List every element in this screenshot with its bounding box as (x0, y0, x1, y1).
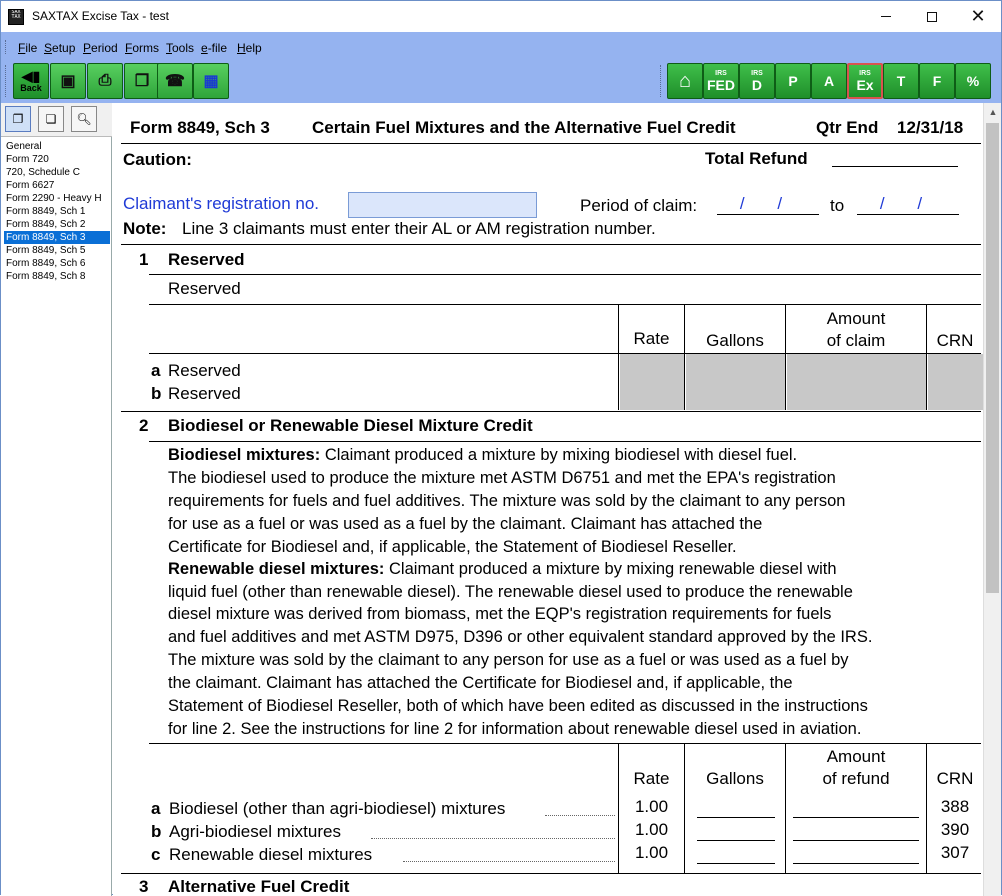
line1-rate-cell (620, 354, 684, 410)
line1a-label: Reserved (168, 361, 241, 380)
title-bar (1, 1, 1001, 32)
line2a-amount-input[interactable] (793, 797, 919, 818)
toolbar-grip (5, 65, 8, 97)
line2b-letter: b (151, 822, 162, 841)
copy-icon: ❏ (45, 112, 57, 126)
line1-gallons-cell (686, 354, 785, 410)
line1-divider (149, 274, 981, 275)
line2-para1-text-1: Claimant produced a mixture by mixing biodiesel with diesel fuel. (324, 446, 798, 464)
preview-icon: 🔍︎ (76, 112, 92, 126)
line1-number: 1 (139, 250, 149, 269)
minimize-button[interactable] (863, 1, 909, 32)
menu-help-label: elp (245, 41, 262, 55)
fax-button[interactable] (157, 63, 193, 99)
line2-para2-line5: The mixture was sold by the claimant to any person for use as a fuel or was used as a fuel by (168, 651, 849, 669)
menu-tools-label: ools (172, 41, 195, 55)
calculator-button[interactable] (193, 63, 229, 99)
save-button[interactable] (50, 63, 86, 99)
line2-col-amount-2: of refund (822, 769, 890, 788)
menu-forms[interactable] (125, 41, 159, 55)
minimize-icon (881, 16, 891, 17)
line2-col-gallons: Gallons (706, 769, 764, 788)
irs-fed-button[interactable] (703, 63, 739, 99)
claimant-reg-input[interactable] (348, 192, 537, 218)
menu-forms-accel: F (125, 41, 133, 55)
line3-number: 3 (139, 877, 149, 896)
line1b-letter: b (151, 384, 162, 403)
fax-icon: ☎ (165, 73, 185, 90)
t-button[interactable] (883, 63, 919, 99)
a-label: A (823, 73, 835, 89)
line2b-amount-input[interactable] (793, 820, 919, 841)
sidebar-item-8849-sch-8[interactable]: Form 8849, Sch 8 (6, 271, 86, 282)
home-button[interactable] (667, 63, 703, 99)
menu-efile[interactable] (201, 41, 227, 55)
app-logo-icon: SAX TAX (8, 9, 24, 25)
p-label: P (788, 73, 798, 89)
irs-d-small: IRS (751, 70, 763, 77)
floppy-icon: ▣ (60, 73, 76, 90)
back-arrow-icon: ◀▮ (21, 68, 41, 84)
line2-para2-line8: for line 2. See the instructions for line 2 for information about renewable diesel used in aviation. (168, 720, 862, 738)
line2c-rate: 1.00 (634, 843, 669, 862)
pct-label: % (966, 73, 980, 89)
line1-col-sep-2 (684, 304, 685, 410)
line2-col-rate: Rate (633, 769, 670, 788)
line1a-letter: a (151, 361, 161, 380)
line2-para2-line4: and fuel additives and met ASTM D975, D396 or other equivalent standard approved by the IRS. (168, 628, 873, 646)
vertical-scrollbar[interactable] (983, 103, 1001, 896)
period-to-input[interactable]: / / (857, 194, 959, 215)
sidebar-item-general[interactable]: General (6, 141, 42, 152)
note-divider (121, 244, 981, 245)
tab-copy-view[interactable] (38, 106, 64, 132)
line2c-letter: c (151, 845, 161, 864)
header-divider (121, 143, 981, 144)
menu-setup-accel: S (44, 41, 53, 55)
irs-ex-label: Ex (856, 77, 874, 93)
line1-bottom (121, 411, 981, 412)
line2-para2-line2: liquid fuel (other than renewable diesel). The renewable diesel used to produce the renewable (168, 583, 853, 601)
sidebar-tabs (1, 103, 112, 137)
maximize-button[interactable] (909, 1, 955, 32)
line2a-letter: a (151, 799, 161, 818)
line1-col-rate: Rate (633, 329, 670, 348)
line2-para1-line3: requirements for fuels and fuel additives. The mixture was sold by the claimant to any person (168, 492, 846, 510)
menu-grip (5, 40, 8, 54)
print-button[interactable] (87, 63, 123, 99)
menu-file-accel: F (18, 41, 26, 55)
calculator-icon: ▦ (203, 73, 219, 90)
line2-para1-line4: for use as a fuel or was used as a fuel by the claimant. Claimant has attached the (168, 515, 763, 533)
period-of-claim-label: Period of claim: (580, 196, 698, 215)
line2a-gallons-input[interactable] (697, 797, 775, 818)
line2a-crn: 388 (940, 797, 970, 816)
line3-title: Alternative Fuel Credit (168, 877, 350, 896)
form-id: Form 8849, Sch 3 (130, 118, 270, 137)
line1-title: Reserved (168, 250, 245, 269)
irs-d-label: D (751, 77, 763, 93)
line1b-label: Reserved (168, 384, 241, 403)
t-label: T (896, 73, 906, 89)
form-title: Certain Fuel Mixtures and the Alternative Fuel Credit (312, 118, 736, 137)
line2-para2-line6: the claimant. Claimant has attached the Certificate for Biodiesel and, if applicable, the (168, 674, 793, 692)
close-icon: ✕ (970, 6, 986, 26)
line2-title: Biodiesel or Renewable Diesel Mixture Credit (168, 416, 533, 435)
menu-setup[interactable] (44, 41, 75, 55)
f-label: F (932, 73, 942, 89)
qtr-end-value: 12/31/18 (897, 118, 964, 137)
menu-setup-label: etup (52, 41, 76, 55)
period-to-label: to (830, 196, 845, 215)
line2-divider (149, 441, 981, 442)
total-refund-value (832, 149, 958, 167)
irs-ex-small: IRS (859, 70, 871, 77)
menu-period-accel: P (83, 41, 92, 55)
line2b-label: Agri-biodiesel mixtures (169, 822, 341, 841)
p-button[interactable] (775, 63, 811, 99)
sidebar-item-8849-sch-3[interactable]: Form 8849, Sch 3 (4, 231, 110, 244)
sidebar-item-720-schedule-c[interactable]: 720, Schedule C (6, 167, 80, 178)
sidebar-item-form-720[interactable]: Form 720 (6, 154, 49, 165)
line2-number: 2 (139, 416, 149, 435)
line2b-rate: 1.00 (634, 820, 669, 839)
line2b-gallons-input[interactable] (697, 820, 775, 841)
maximize-icon (927, 12, 937, 22)
line2b-leader (371, 838, 615, 839)
menu-efile-accel: e (201, 41, 208, 55)
line2a-rate: 1.00 (634, 797, 669, 816)
forms-sidebar (1, 103, 112, 896)
caution-label: Caution: (123, 150, 192, 169)
a-button[interactable] (811, 63, 847, 99)
line2-para1-line5: Certificate for Biodiesel and, if applicable, the Statement of Biodiesel Reseller. (168, 538, 737, 556)
sidebar-item-8849-sch-6[interactable]: Form 8849, Sch 6 (6, 258, 86, 269)
line2-para1-line2: The biodiesel used to produce the mixture met ASTM D6751 and met the EPA's registration (168, 469, 836, 487)
sidebar-item-8849-sch-2[interactable]: Form 8849, Sch 2 (6, 219, 86, 230)
scroll-up-icon[interactable]: ▲ (988, 107, 998, 117)
back-label: Back (20, 83, 42, 93)
sidebar-item-8849-sch-1[interactable]: Form 8849, Sch 1 (6, 206, 86, 217)
line1-col-amount-2: of claim (826, 331, 886, 350)
toolbar-grip-right (660, 65, 663, 97)
menu-efile-label: -file (207, 41, 228, 55)
printer-icon: ⎙ (98, 72, 112, 89)
line2a-label: Biodiesel (other than agri-biodiesel) mixtures (169, 799, 506, 818)
line2-table-top (149, 743, 981, 744)
home-icon: ⌂ (678, 70, 692, 92)
line2c-leader (403, 861, 615, 862)
line2c-amount-input[interactable] (793, 843, 919, 864)
line2-para2-line7: Statement of Biodiesel Reseller, both of which have been edited as discussed in the instructions (168, 697, 868, 715)
line1-crn-cell (928, 354, 983, 410)
line2-bottom (121, 873, 981, 874)
scroll-thumb[interactable] (986, 123, 999, 593)
note-label: Note: (123, 219, 167, 238)
line2-para2-line3: diesel mixture was derived from biomass, met the EQP's registration requirements for fuels (168, 605, 832, 623)
f-button[interactable] (919, 63, 955, 99)
period-from-input[interactable]: / / (717, 194, 819, 215)
back-button[interactable] (13, 63, 49, 99)
pages-icon: ❐ (12, 112, 24, 126)
irs-fed-label: FED (707, 77, 735, 93)
tab-preview-view[interactable] (71, 106, 97, 132)
form-area (113, 103, 983, 896)
sidebar-item-form-6627[interactable]: Form 6627 (6, 180, 55, 191)
irs-fed-small: IRS (715, 70, 727, 77)
irs-ex-button[interactable] (847, 63, 883, 99)
menu-file[interactable] (18, 41, 37, 55)
line2-col-amount-1: Amount (826, 747, 886, 766)
line2-para1-line1 (168, 446, 797, 465)
claimant-reg-label: Claimant's registration no. (123, 194, 319, 213)
line1-sub: Reserved (168, 279, 241, 298)
line2c-label: Renewable diesel mixtures (169, 845, 373, 864)
menu-tools-accel: T (166, 41, 172, 55)
tab-forms-view[interactable] (5, 106, 31, 132)
copy-button[interactable] (124, 63, 160, 99)
qtr-end-label: Qtr End (816, 118, 879, 137)
line2-col-sep-2 (684, 743, 685, 873)
sidebar-item-8849-sch-5[interactable]: Form 8849, Sch 5 (6, 245, 86, 256)
line1-col-amount-1: Amount (826, 309, 886, 328)
line1-col-sep-4 (926, 304, 927, 410)
line1-col-gallons: Gallons (706, 331, 764, 350)
close-button[interactable] (955, 1, 1001, 32)
menu-help-accel: H (237, 41, 246, 55)
menu-bar (1, 32, 1001, 61)
line1-amount-cell (787, 354, 926, 410)
sidebar-item-form-2290[interactable]: Form 2290 - Heavy H (6, 193, 102, 204)
line2c-crn: 307 (940, 843, 970, 862)
line2-para2-text-1: Claimant produced a mixture by mixing renewable diesel with (389, 560, 837, 578)
line2c-gallons-input[interactable] (697, 843, 775, 864)
renewable-diesel-heading: Renewable diesel mixtures: (168, 560, 385, 578)
irs-d-button[interactable] (739, 63, 775, 99)
menu-tools[interactable] (166, 41, 194, 55)
line1-col-sep-1 (618, 304, 619, 410)
menu-help[interactable] (237, 41, 262, 55)
line2-col-crn: CRN (936, 769, 974, 788)
menu-period[interactable] (83, 41, 118, 55)
line2a-leader (545, 815, 615, 816)
line2-para2-line1 (168, 560, 837, 579)
copy-pages-icon: ❐ (134, 73, 150, 90)
line1-table-top (149, 304, 981, 305)
menu-forms-label: orms (132, 41, 160, 55)
pct-button[interactable] (955, 63, 991, 99)
window-title: SAXTAX Excise Tax - test (32, 9, 169, 23)
toolbar (1, 61, 1001, 103)
line1-col-crn: CRN (936, 331, 974, 350)
menu-file-label: ile (25, 41, 38, 55)
line2b-crn: 390 (940, 820, 970, 839)
forms-list (4, 140, 110, 283)
biodiesel-heading: Biodiesel mixtures: (168, 446, 321, 464)
note-text: Line 3 claimants must enter their AL or AM registration number. (182, 219, 656, 238)
total-refund-label: Total Refund (705, 149, 808, 168)
menu-period-label: eriod (91, 41, 118, 55)
